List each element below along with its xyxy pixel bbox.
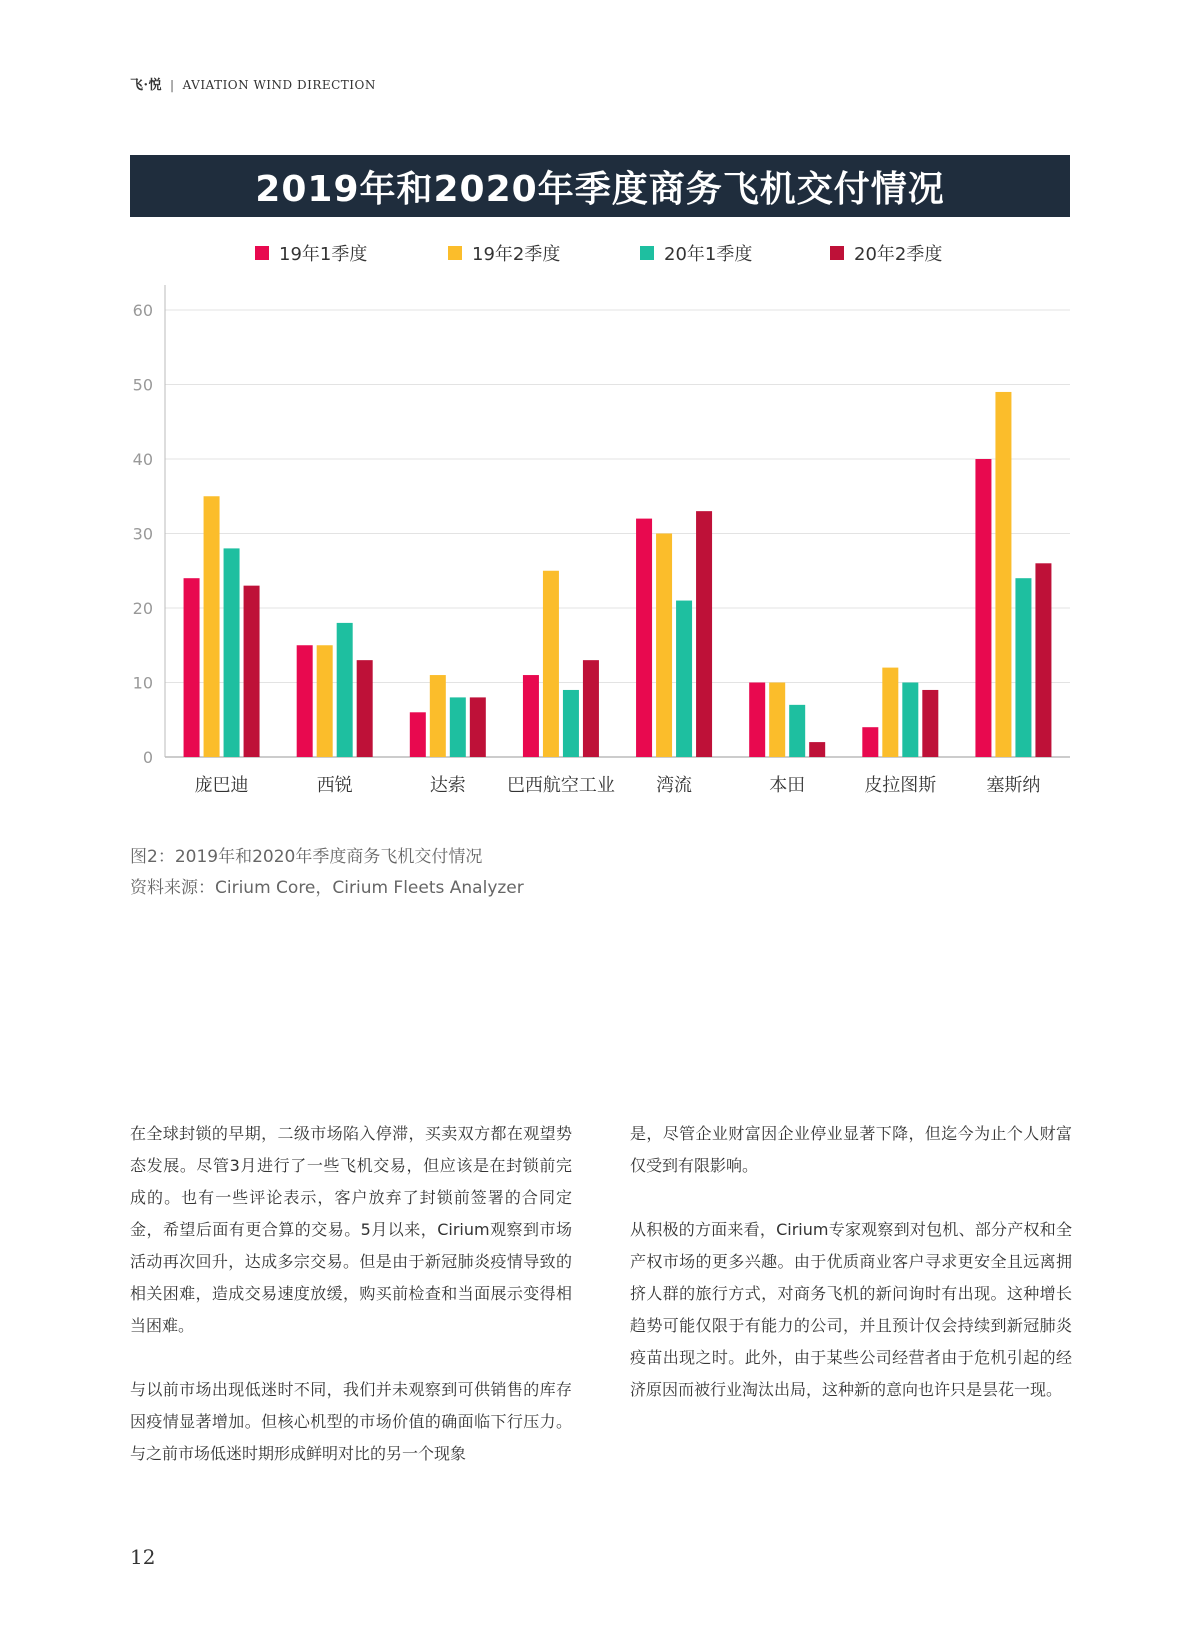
x-category-label: 庞巴迪 xyxy=(194,775,249,796)
bar xyxy=(357,660,373,757)
bar xyxy=(470,697,486,757)
bar xyxy=(922,690,938,757)
bar xyxy=(676,601,692,757)
header-separator: | xyxy=(170,78,175,92)
y-tick-label: 50 xyxy=(132,375,153,395)
bar xyxy=(543,571,559,757)
bar xyxy=(636,519,652,757)
body-column-right xyxy=(630,1118,1072,1438)
body-paragraph: 从积极的方面来看，Cirium专家观察到对包机、部分产权和全产权市场的更多兴趣。由于优质商业客户寻求更安全且远离拥挤人群的旅行方式，对商务飞机的新问询时有出现。这种增长趋势可能仅限于有能力的公司，并且预计仅会持续到新冠肺炎疫苗出现之时。此外，由于某些公司经营者由于危机引起的经济原因而被行业淘汰出局，这种新的意向也许只是昙花一现。 xyxy=(630,1220,1072,1399)
x-category-label: 本田 xyxy=(769,775,806,796)
bar xyxy=(789,705,805,757)
legend-label-2: 19年2季度 xyxy=(472,244,561,265)
bar xyxy=(902,683,918,758)
y-tick-label: 30 xyxy=(132,524,153,544)
body-column-left xyxy=(130,1118,572,1502)
bar xyxy=(184,578,200,757)
page-number: 12 xyxy=(130,1545,156,1569)
y-tick-label: 10 xyxy=(132,673,153,693)
bar xyxy=(337,623,353,757)
x-category-label: 西锐 xyxy=(316,775,353,796)
bar xyxy=(995,392,1011,757)
body-paragraph: 在全球封锁的早期，二级市场陷入停滞，买卖双方都在观望势态发展。尽管3月进行了一些飞机交易，但应该是在封锁前完成的。也有一些评论表示，客户放弃了封锁前签署的合同定金，希望后面有更合算的交易。5月以来，Cirium观察到市场活动再次回升，达成多宗交易。但是由于新冠肺炎疫情导致的相关困难，造成交易速度放缓，购买前检查和当面展示变得相当困难。 xyxy=(130,1124,572,1335)
bar xyxy=(656,534,672,758)
bar xyxy=(882,668,898,757)
bar xyxy=(224,548,240,757)
body-paragraph: 与以前市场出现低迷时不同，我们并未观察到可供销售的库存因疫情显著增加。但核心机型的市场价值的确面临下行压力。与之前市场低迷时期形成鲜明对比的另一个现象 xyxy=(130,1380,572,1463)
bar xyxy=(317,645,333,757)
legend-label-1: 19年1季度 xyxy=(279,244,368,265)
figure-caption xyxy=(130,842,524,904)
bar xyxy=(297,645,313,757)
bar xyxy=(410,712,426,757)
body-paragraph: 是，尽管企业财富因企业停业显著下降，但迄今为止个人财富仅受到有限影响。 xyxy=(630,1124,1072,1175)
publication-brand: 飞·悦 xyxy=(130,78,163,93)
caption-source: 资料来源：Cirium Core，Cirium Fleets Analyzer xyxy=(130,878,524,898)
chart-title: 2019年和2020年季度商务飞机交付情况 xyxy=(130,155,1070,217)
bar xyxy=(769,683,785,758)
bar xyxy=(430,675,446,757)
x-category-label: 塞斯纳 xyxy=(986,775,1041,796)
bar xyxy=(583,660,599,757)
x-category-label: 皮拉图斯 xyxy=(864,775,937,796)
bar xyxy=(244,586,260,757)
bar xyxy=(862,727,878,757)
bar xyxy=(204,496,220,757)
publication-subtitle: AVIATION WIND DIRECTION xyxy=(182,78,376,92)
bar xyxy=(749,683,765,758)
bar xyxy=(450,697,466,757)
y-tick-label: 60 xyxy=(132,301,153,320)
legend-label-4: 20年2季度 xyxy=(854,244,943,265)
y-tick-label: 20 xyxy=(132,599,153,618)
bar xyxy=(975,459,991,757)
bar xyxy=(809,742,825,757)
caption-title: 图2：2019年和2020年季度商务飞机交付情况 xyxy=(130,847,483,867)
x-category-label: 巴西航空工业 xyxy=(506,775,615,796)
x-category-label: 湾流 xyxy=(656,775,693,796)
bar xyxy=(1015,578,1031,757)
legend-label-3: 20年1季度 xyxy=(664,244,753,265)
bar xyxy=(696,511,712,757)
bar xyxy=(1035,563,1051,757)
bar xyxy=(563,690,579,757)
y-tick-label: 0 xyxy=(142,748,153,767)
x-category-label: 达索 xyxy=(429,775,466,796)
bar xyxy=(523,675,539,757)
y-tick-label: 40 xyxy=(132,450,153,469)
